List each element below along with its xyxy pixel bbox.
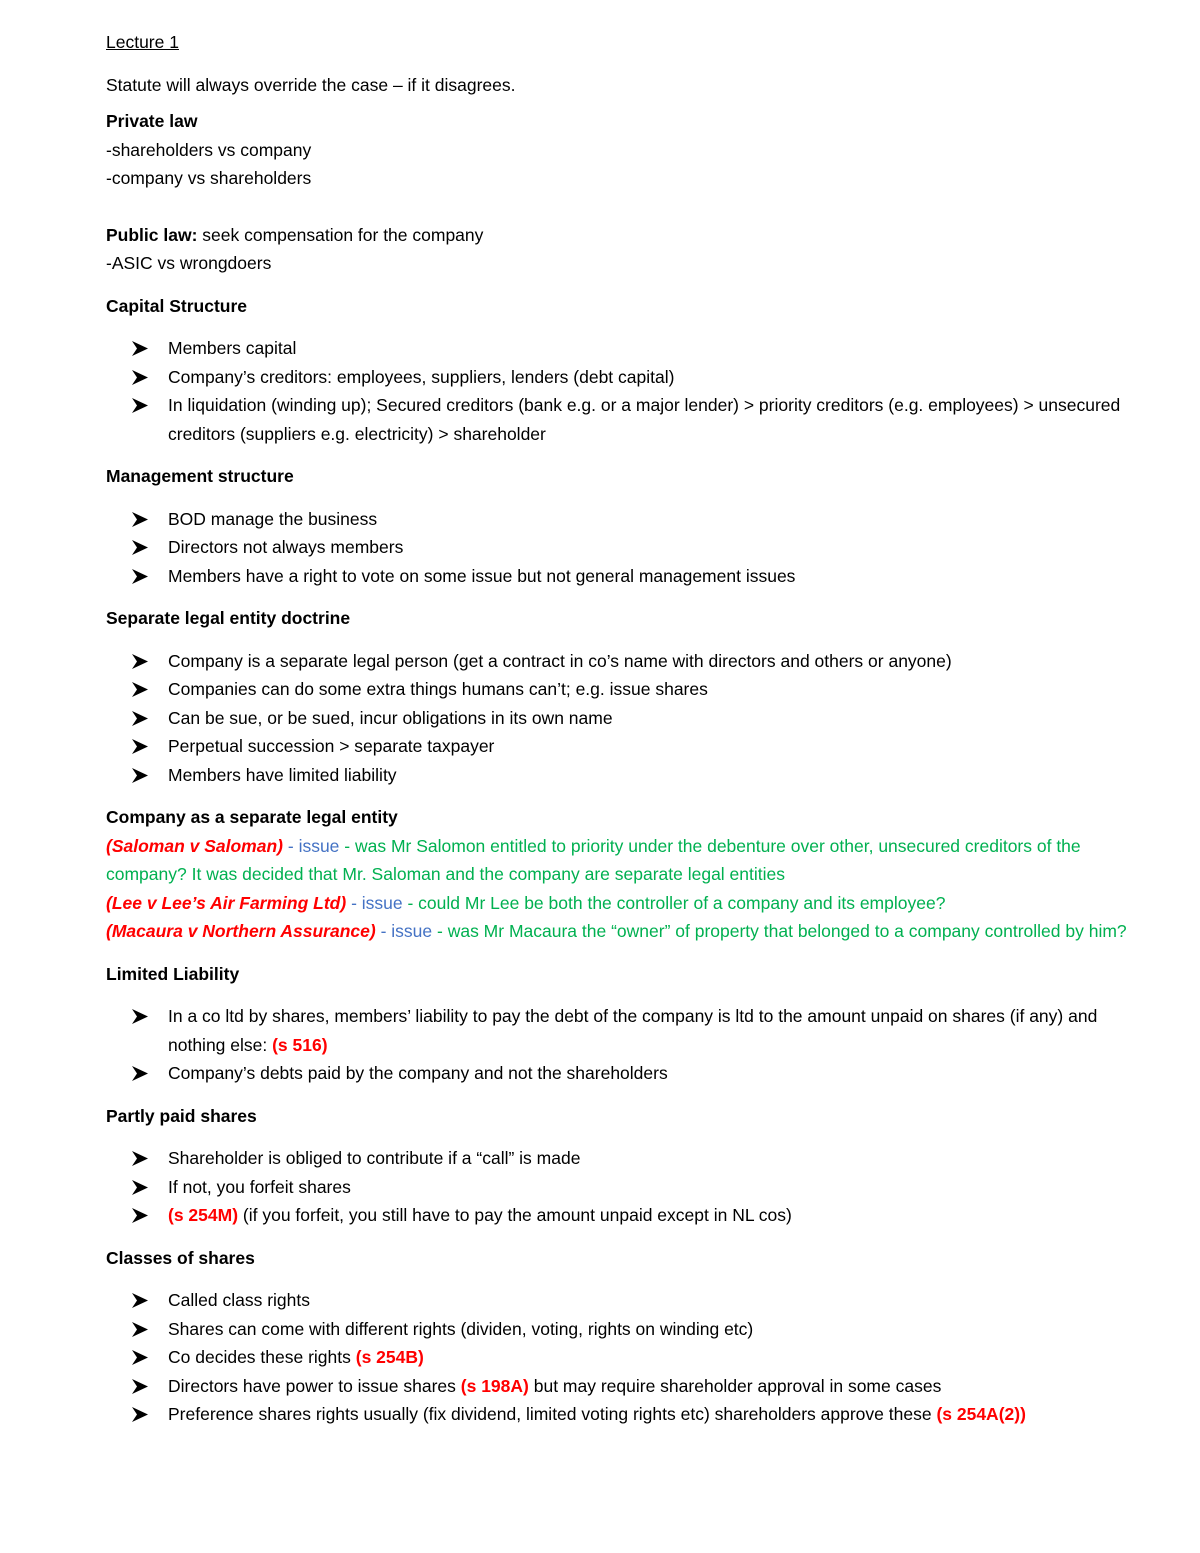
limited-liability-section <box>106 960 1140 1088</box>
limited-liability-list <box>106 1002 1140 1088</box>
management-structure-section <box>106 462 1140 590</box>
statute-reference: (s 254A(2)) <box>936 1404 1026 1424</box>
list-item: Company’s debts paid by the company and not the shareholders <box>106 1059 1140 1088</box>
partly-paid-section <box>106 1102 1140 1230</box>
lecture-title: Lecture 1 <box>106 32 179 52</box>
issue-label: issue <box>361 892 403 913</box>
arrowhead-bullet-icon <box>132 1009 148 1024</box>
company-entity-section <box>106 803 1140 946</box>
list-item: Called class rights <box>106 1286 1140 1315</box>
public-law-section <box>106 221 1140 278</box>
arrowhead-bullet-icon <box>132 1151 148 1166</box>
case-name: (Lee v Lee’s Air Farming Ltd) <box>106 892 347 913</box>
arrowhead-bullet-icon <box>132 398 148 413</box>
list-item: Shares can come with different rights (dividen, voting, rights on winding etc) <box>106 1315 1140 1344</box>
arrowhead-bullet-icon <box>132 654 148 669</box>
arrowhead-bullet-icon <box>132 540 148 555</box>
arrowhead-bullet-icon <box>132 1407 148 1422</box>
classes-section <box>106 1244 1140 1429</box>
separate-entity-doctrine-heading: Separate legal entity doctrine <box>106 608 351 628</box>
case-issue-text: - was Mr Macaura the “owner” of property that belonged to a company controlled by him? <box>432 921 1127 941</box>
arrowhead-bullet-icon <box>132 1322 148 1337</box>
private-law-heading: Private law <box>106 111 198 131</box>
list-item: Shareholder is obliged to contribute if a “call” is made <box>106 1144 1140 1173</box>
list-item: Directors have power to issue shares (s 198A) but may require shareholder approval in some cases <box>106 1372 1140 1401</box>
arrowhead-bullet-icon <box>132 682 148 697</box>
list-item: Can be sue, or be sued, incur obligations in its own name <box>106 704 1140 733</box>
statute-reference: (s 254M) <box>168 1205 239 1225</box>
list-item: Co decides these rights (s 254B) <box>106 1343 1140 1372</box>
arrowhead-bullet-icon <box>132 1350 148 1365</box>
arrowhead-bullet-icon <box>132 768 148 783</box>
list-item: In liquidation (winding up); Secured creditors (bank e.g. or a major lender) > priority creditors (e.g. employees) > unsecured creditors (suppliers e.g. electricity) > shareholder <box>106 391 1140 448</box>
issue-label: issue <box>391 921 433 941</box>
partly-paid-heading: Partly paid shares <box>106 1105 257 1126</box>
separate-entity-doctrine-section <box>106 604 1140 789</box>
issue-label: issue <box>298 835 340 856</box>
list-item: Preference shares rights usually (fix dividend, limited voting rights etc) shareholders approve these (s 254A(2)) <box>106 1400 1140 1429</box>
company-entity-heading: Company as a separate legal entity <box>106 807 398 827</box>
statute-reference: (s 198A) <box>460 1375 529 1396</box>
arrowhead-bullet-icon <box>132 1379 148 1394</box>
case-name: (Saloman v Saloman) <box>106 835 283 856</box>
case-entry: (Lee v Lee’s Air Farming Ltd) - issue - could Mr Lee be both the controller of a company and its employee? <box>106 892 946 913</box>
case-entry: (Macaura v Northern Assurance) - issue - was Mr Macaura the “owner” of property that belonged to a company controlled by him? <box>106 921 1127 941</box>
statute-reference: (s 516) <box>272 1034 328 1055</box>
classes-heading: Classes of shares <box>106 1247 255 1268</box>
arrowhead-bullet-icon <box>132 1293 148 1308</box>
capital-structure-list <box>106 334 1140 448</box>
list-item: Company’s creditors: employees, suppliers, lenders (debt capital) <box>106 363 1140 392</box>
arrowhead-bullet-icon <box>132 1066 148 1081</box>
arrowhead-bullet-icon <box>132 1208 148 1223</box>
case-issue-text: - could Mr Lee be both the controller of a company and its employee? <box>402 892 946 913</box>
public-law-heading: Public law: <box>106 224 198 245</box>
management-structure-heading: Management structure <box>106 466 294 486</box>
statute-reference: (s 254B) <box>355 1347 424 1367</box>
capital-structure-section <box>106 292 1140 449</box>
arrowhead-bullet-icon <box>132 711 148 726</box>
classes-list <box>106 1286 1140 1429</box>
list-item: Members have a right to vote on some issue but not general management issues <box>106 562 1140 591</box>
case-entry: (Saloman v Saloman) - issue - was Mr Salomon entitled to priority under the debenture over other, unsecured creditors of the company? It was decided that Mr. Saloman and the company are separate legal entities <box>106 835 1081 884</box>
arrowhead-bullet-icon <box>132 739 148 754</box>
private-law-line: -company vs shareholders <box>106 168 312 188</box>
list-item: Company is a separate legal person (get a contract in co’s name with directors and others or anyone) <box>106 647 1140 676</box>
list-item: In a co ltd by shares, members’ liability to pay the debt of the company is ltd to the amount unpaid on shares (if any) and nothing else: (s 516) <box>106 1002 1140 1059</box>
capital-structure-heading: Capital Structure <box>106 295 247 316</box>
list-item: Members have limited liability <box>106 761 1140 790</box>
separate-entity-doctrine-list <box>106 647 1140 790</box>
list-item: Perpetual succession > separate taxpayer <box>106 732 1140 761</box>
list-item: Companies can do some extra things humans can’t; e.g. issue shares <box>106 675 1140 704</box>
partly-paid-list <box>106 1144 1140 1230</box>
case-issue-text: - was Mr Salomon entitled to priority under the debenture over other, unsecured creditors of the company? It was decided that Mr. Saloman and the company are separate legal entities <box>106 835 1081 884</box>
intro-statement: Statute will always override the case – if it disagrees. <box>106 74 516 95</box>
arrowhead-bullet-icon <box>132 370 148 385</box>
arrowhead-bullet-icon <box>132 569 148 584</box>
list-item: (s 254M) (if you forfeit, you still have to pay the amount unpaid except in NL cos) <box>106 1201 1140 1230</box>
list-item: Directors not always members <box>106 533 1140 562</box>
arrowhead-bullet-icon <box>132 341 148 356</box>
private-law-line: -shareholders vs company <box>106 139 312 160</box>
case-name: (Macaura v Northern Assurance) <box>106 921 376 941</box>
public-law-text: seek compensation for the company <box>197 224 484 245</box>
arrowhead-bullet-icon <box>132 512 148 527</box>
public-law-line <box>106 221 1140 250</box>
arrowhead-bullet-icon <box>132 1180 148 1195</box>
limited-liability-heading: Limited Liability <box>106 963 240 984</box>
list-item: If not, you forfeit shares <box>106 1173 1140 1202</box>
management-structure-list <box>106 505 1140 591</box>
public-law-example: -ASIC vs wrongdoers <box>106 253 272 273</box>
private-law-section <box>106 107 1140 193</box>
list-item: Members capital <box>106 334 1140 363</box>
list-item: BOD manage the business <box>106 505 1140 534</box>
